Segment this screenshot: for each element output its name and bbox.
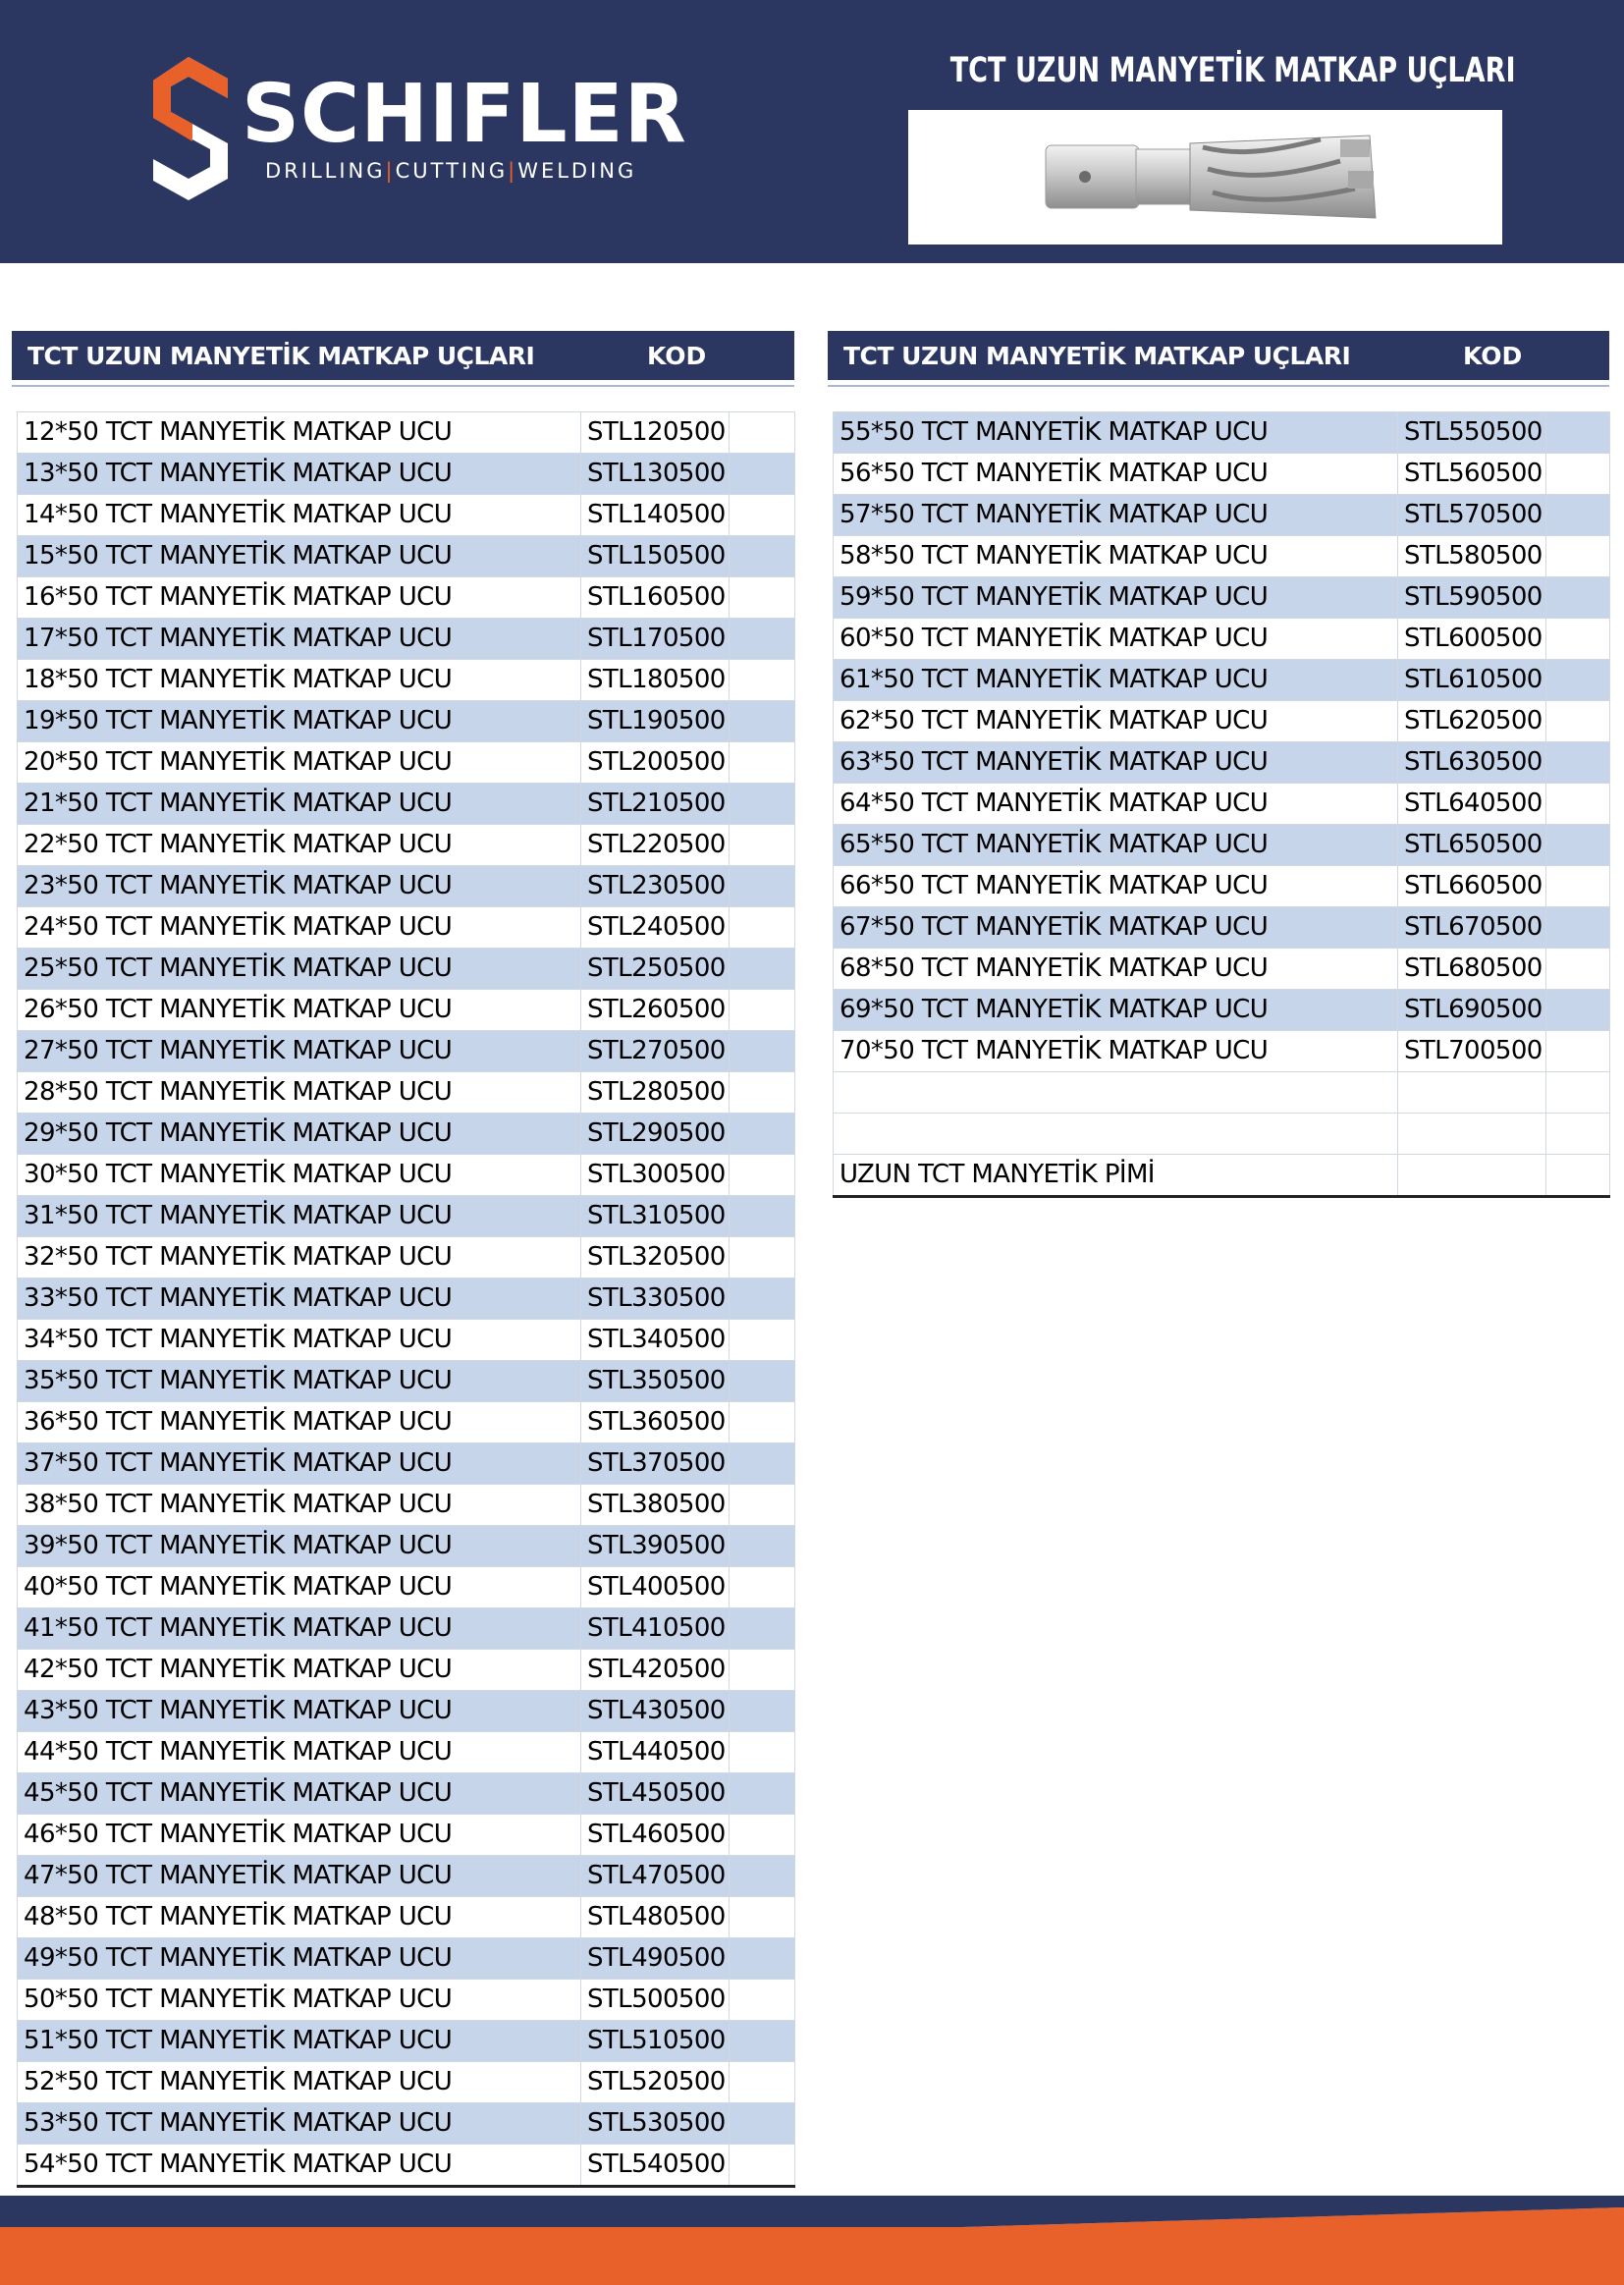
product-code-cell	[1398, 1114, 1546, 1155]
table-row	[834, 949, 1610, 990]
product-code-cell: STL690500	[1398, 990, 1546, 1031]
product-code-cell: STL620500	[1398, 701, 1546, 742]
table-row	[18, 412, 795, 454]
empty-cell	[730, 1237, 795, 1279]
table-row	[18, 1320, 795, 1361]
table-row	[18, 1361, 795, 1402]
product-name-cell: 44*50 TCT MANYETİK MATKAP UCU	[18, 1732, 581, 1773]
table-row	[18, 825, 795, 866]
empty-cell	[1546, 577, 1610, 619]
product-name-cell: 38*50 TCT MANYETİK MATKAP UCU	[18, 1485, 581, 1526]
product-name-cell: 40*50 TCT MANYETİK MATKAP UCU	[18, 1567, 581, 1608]
table-row	[18, 1608, 795, 1650]
product-code-cell: STL260500	[581, 990, 730, 1031]
product-name-cell: 59*50 TCT MANYETİK MATKAP UCU	[834, 577, 1398, 619]
table-row	[18, 1938, 795, 1980]
table-row	[834, 825, 1610, 866]
table-row	[18, 1650, 795, 1691]
empty-cell	[730, 495, 795, 536]
product-name-cell: 54*50 TCT MANYETİK MATKAP UCU	[18, 2145, 581, 2187]
product-code-cell: STL150500	[581, 536, 730, 577]
product-code-cell: STL510500	[581, 2021, 730, 2062]
empty-cell	[1546, 495, 1610, 536]
product-name-cell: 32*50 TCT MANYETİK MATKAP UCU	[18, 1237, 581, 1279]
product-code-cell: STL420500	[581, 1650, 730, 1691]
product-code-cell: STL650500	[1398, 825, 1546, 866]
product-name-cell: 39*50 TCT MANYETİK MATKAP UCU	[18, 1526, 581, 1567]
product-name-cell: 20*50 TCT MANYETİK MATKAP UCU	[18, 742, 581, 784]
table-row	[18, 1691, 795, 1732]
product-name-cell: 64*50 TCT MANYETİK MATKAP UCU	[834, 784, 1398, 825]
table-row	[18, 577, 795, 619]
table-row	[18, 2062, 795, 2103]
product-code-cell: STL500500	[581, 1980, 730, 2021]
product-name-cell: 30*50 TCT MANYETİK MATKAP UCU	[18, 1155, 581, 1196]
product-name-cell	[834, 1114, 1398, 1155]
product-name-cell: 46*50 TCT MANYETİK MATKAP UCU	[18, 1815, 581, 1856]
product-code-cell: STL610500	[1398, 660, 1546, 701]
product-name-cell: 29*50 TCT MANYETİK MATKAP UCU	[18, 1114, 581, 1155]
table-row	[18, 454, 795, 495]
product-code-cell: STL340500	[581, 1320, 730, 1361]
empty-cell	[730, 1567, 795, 1608]
product-name-cell: 33*50 TCT MANYETİK MATKAP UCU	[18, 1279, 581, 1320]
empty-cell	[1546, 784, 1610, 825]
product-name-cell: 68*50 TCT MANYETİK MATKAP UCU	[834, 949, 1398, 990]
table-row	[834, 454, 1610, 495]
empty-cell	[730, 907, 795, 949]
product-name-cell: 58*50 TCT MANYETİK MATKAP UCU	[834, 536, 1398, 577]
product-name-cell: 18*50 TCT MANYETİK MATKAP UCU	[18, 660, 581, 701]
empty-cell	[730, 1773, 795, 1815]
product-code-cell: STL540500	[581, 2145, 730, 2187]
product-code-cell	[1398, 1155, 1546, 1197]
empty-cell	[1546, 866, 1610, 907]
product-name-cell: 47*50 TCT MANYETİK MATKAP UCU	[18, 1856, 581, 1897]
empty-cell	[730, 1815, 795, 1856]
table-row	[18, 1732, 795, 1773]
product-name-cell: 28*50 TCT MANYETİK MATKAP UCU	[18, 1072, 581, 1114]
empty-cell	[1546, 660, 1610, 701]
product-code-cell: STL200500	[581, 742, 730, 784]
table-row	[834, 412, 1610, 454]
empty-cell	[730, 454, 795, 495]
table-row	[18, 1980, 795, 2021]
product-name-cell: 25*50 TCT MANYETİK MATKAP UCU	[18, 949, 581, 990]
table-row	[834, 742, 1610, 784]
product-name-cell: 53*50 TCT MANYETİK MATKAP UCU	[18, 2103, 581, 2145]
empty-cell	[730, 1650, 795, 1691]
empty-cell	[1546, 454, 1610, 495]
product-name-cell: 60*50 TCT MANYETİK MATKAP UCU	[834, 619, 1398, 660]
annular-cutter-photo-icon	[908, 110, 1502, 245]
empty-cell	[730, 1443, 795, 1485]
product-name-cell: 23*50 TCT MANYETİK MATKAP UCU	[18, 866, 581, 907]
table-row	[18, 1237, 795, 1279]
right-table-title: TCT UZUN MANYETİK MATKAP UÇLARI	[843, 342, 1351, 370]
footer-orange-band	[0, 2207, 1624, 2285]
right-code-header: KOD	[1463, 342, 1523, 370]
product-name-cell: 52*50 TCT MANYETİK MATKAP UCU	[18, 2062, 581, 2103]
table-row	[18, 1856, 795, 1897]
product-code-cell	[1398, 1072, 1546, 1114]
product-name-cell: UZUN TCT MANYETİK PİMİ	[834, 1155, 1398, 1197]
empty-cell	[1546, 1114, 1610, 1155]
empty-cell	[1546, 1155, 1610, 1197]
product-code-cell: STL570500	[1398, 495, 1546, 536]
table-row	[18, 495, 795, 536]
table-row	[18, 1114, 795, 1155]
product-name-cell: 63*50 TCT MANYETİK MATKAP UCU	[834, 742, 1398, 784]
table-row	[18, 1567, 795, 1608]
product-name-cell: 66*50 TCT MANYETİK MATKAP UCU	[834, 866, 1398, 907]
product-code-cell: STL170500	[581, 619, 730, 660]
empty-cell	[730, 2103, 795, 2145]
right-table-body	[834, 412, 1610, 1197]
product-name-cell: 70*50 TCT MANYETİK MATKAP UCU	[834, 1031, 1398, 1072]
product-code-cell: STL450500	[581, 1773, 730, 1815]
product-name-cell: 21*50 TCT MANYETİK MATKAP UCU	[18, 784, 581, 825]
product-code-cell: STL550500	[1398, 412, 1546, 454]
product-name-cell	[834, 1072, 1398, 1114]
empty-cell	[730, 1155, 795, 1196]
table-row	[18, 536, 795, 577]
empty-cell	[730, 866, 795, 907]
table-row	[834, 784, 1610, 825]
product-code-cell: STL310500	[581, 1196, 730, 1237]
table-row	[834, 866, 1610, 907]
empty-cell	[730, 577, 795, 619]
product-name-cell: 35*50 TCT MANYETİK MATKAP UCU	[18, 1361, 581, 1402]
product-code-cell: STL680500	[1398, 949, 1546, 990]
table-row	[834, 619, 1610, 660]
table-row	[18, 784, 795, 825]
empty-cell	[730, 742, 795, 784]
product-code-cell: STL580500	[1398, 536, 1546, 577]
product-code-cell: STL370500	[581, 1443, 730, 1485]
table-row	[834, 990, 1610, 1031]
product-code-cell: STL430500	[581, 1691, 730, 1732]
empty-cell	[730, 1320, 795, 1361]
empty-cell	[1546, 1072, 1610, 1114]
table-row	[18, 2145, 795, 2187]
empty-cell	[730, 1031, 795, 1072]
product-code-cell: STL350500	[581, 1361, 730, 1402]
empty-cell	[1546, 825, 1610, 866]
product-name-cell: 62*50 TCT MANYETİK MATKAP UCU	[834, 701, 1398, 742]
product-name-cell: 34*50 TCT MANYETİK MATKAP UCU	[18, 1320, 581, 1361]
product-name-cell: 17*50 TCT MANYETİK MATKAP UCU	[18, 619, 581, 660]
product-code-cell: STL640500	[1398, 784, 1546, 825]
footer-navy-stripe	[0, 2196, 1624, 2207]
schifler-logo	[153, 57, 687, 204]
product-name-cell: 12*50 TCT MANYETİK MATKAP UCU	[18, 412, 581, 454]
empty-cell	[730, 1485, 795, 1526]
product-name-cell: 61*50 TCT MANYETİK MATKAP UCU	[834, 660, 1398, 701]
empty-cell	[1546, 536, 1610, 577]
empty-cell	[730, 660, 795, 701]
brand-name: SCHIFLER	[242, 68, 687, 161]
product-name-cell: 14*50 TCT MANYETİK MATKAP UCU	[18, 495, 581, 536]
product-name-cell: 67*50 TCT MANYETİK MATKAP UCU	[834, 907, 1398, 949]
table-row	[834, 577, 1610, 619]
product-code-cell: STL410500	[581, 1608, 730, 1650]
product-name-cell: 50*50 TCT MANYETİK MATKAP UCU	[18, 1980, 581, 2021]
product-code-cell: STL230500	[581, 866, 730, 907]
empty-cell	[730, 412, 795, 454]
product-code-cell: STL380500	[581, 1485, 730, 1526]
empty-cell	[730, 1897, 795, 1938]
left-table-header	[12, 331, 794, 380]
product-code-cell: STL600500	[1398, 619, 1546, 660]
product-code-cell: STL460500	[581, 1815, 730, 1856]
product-code-cell: STL290500	[581, 1114, 730, 1155]
product-name-cell: 69*50 TCT MANYETİK MATKAP UCU	[834, 990, 1398, 1031]
product-name-cell: 27*50 TCT MANYETİK MATKAP UCU	[18, 1031, 581, 1072]
product-name-cell: 16*50 TCT MANYETİK MATKAP UCU	[18, 577, 581, 619]
schifler-s-mark-icon	[153, 57, 230, 202]
empty-cell	[730, 2145, 795, 2187]
table-row	[18, 1443, 795, 1485]
product-code-cell: STL480500	[581, 1897, 730, 1938]
product-code-cell: STL440500	[581, 1732, 730, 1773]
left-table-body	[18, 412, 795, 2187]
tagline-welding: WELDING	[517, 159, 637, 183]
product-name-cell: 55*50 TCT MANYETİK MATKAP UCU	[834, 412, 1398, 454]
page-header	[0, 0, 1624, 263]
product-code-cell: STL330500	[581, 1279, 730, 1320]
empty-cell	[730, 1732, 795, 1773]
table-row	[18, 2103, 795, 2145]
product-code-cell: STL280500	[581, 1072, 730, 1114]
table-row	[18, 1526, 795, 1567]
product-name-cell: 57*50 TCT MANYETİK MATKAP UCU	[834, 495, 1398, 536]
product-code-cell: STL190500	[581, 701, 730, 742]
product-code-cell: STL160500	[581, 577, 730, 619]
table-row	[18, 1485, 795, 1526]
empty-cell	[1546, 742, 1610, 784]
product-code-cell: STL360500	[581, 1402, 730, 1443]
table-row	[18, 701, 795, 742]
table-row	[18, 1196, 795, 1237]
product-code-cell: STL670500	[1398, 907, 1546, 949]
product-code-cell: STL250500	[581, 949, 730, 990]
product-name-cell: 19*50 TCT MANYETİK MATKAP UCU	[18, 701, 581, 742]
empty-cell	[730, 1196, 795, 1237]
empty-cell	[730, 949, 795, 990]
table-row	[834, 907, 1610, 949]
empty-cell	[730, 1279, 795, 1320]
left-header-divider	[12, 385, 794, 387]
table-row	[834, 536, 1610, 577]
product-name-cell: 41*50 TCT MANYETİK MATKAP UCU	[18, 1608, 581, 1650]
product-code-cell: STL300500	[581, 1155, 730, 1196]
product-code-cell: STL470500	[581, 1856, 730, 1897]
table-row	[18, 1072, 795, 1114]
product-code-cell: STL130500	[581, 454, 730, 495]
empty-cell	[730, 1980, 795, 2021]
empty-cell	[730, 1938, 795, 1980]
product-name-cell: 22*50 TCT MANYETİK MATKAP UCU	[18, 825, 581, 866]
product-name-cell: 13*50 TCT MANYETİK MATKAP UCU	[18, 454, 581, 495]
empty-cell	[1546, 907, 1610, 949]
product-name-cell: 26*50 TCT MANYETİK MATKAP UCU	[18, 990, 581, 1031]
product-name-cell: 37*50 TCT MANYETİK MATKAP UCU	[18, 1443, 581, 1485]
table-row	[18, 1402, 795, 1443]
empty-cell	[730, 1114, 795, 1155]
table-row	[18, 1155, 795, 1196]
product-code-cell: STL400500	[581, 1567, 730, 1608]
empty-cell	[730, 1526, 795, 1567]
empty-cell	[730, 1608, 795, 1650]
product-name-cell: 31*50 TCT MANYETİK MATKAP UCU	[18, 1196, 581, 1237]
table-row	[18, 2021, 795, 2062]
table-row	[18, 949, 795, 990]
table-row	[834, 660, 1610, 701]
tagline-drilling: DRILLING	[265, 159, 386, 183]
product-name-cell: 42*50 TCT MANYETİK MATKAP UCU	[18, 1650, 581, 1691]
table-row	[18, 1815, 795, 1856]
right-product-table	[833, 411, 1610, 1198]
right-table-header	[828, 331, 1609, 380]
product-code-cell: STL630500	[1398, 742, 1546, 784]
table-row	[18, 1031, 795, 1072]
product-name-cell: 56*50 TCT MANYETİK MATKAP UCU	[834, 454, 1398, 495]
product-code-cell: STL590500	[1398, 577, 1546, 619]
product-name-cell: 48*50 TCT MANYETİK MATKAP UCU	[18, 1897, 581, 1938]
empty-cell	[730, 1402, 795, 1443]
product-name-cell: 49*50 TCT MANYETİK MATKAP UCU	[18, 1938, 581, 1980]
empty-cell	[730, 1361, 795, 1402]
product-name-cell: 24*50 TCT MANYETİK MATKAP UCU	[18, 907, 581, 949]
product-code-cell: STL120500	[581, 412, 730, 454]
empty-cell	[730, 784, 795, 825]
product-code-cell: STL240500	[581, 907, 730, 949]
left-code-header: KOD	[647, 342, 707, 370]
table-row	[18, 990, 795, 1031]
brand-tagline: DRILLING|CUTTING|WELDING	[265, 159, 637, 183]
table-row	[834, 1031, 1610, 1072]
product-name-cell: 15*50 TCT MANYETİK MATKAP UCU	[18, 536, 581, 577]
left-table-title: TCT UZUN MANYETİK MATKAP UÇLARI	[27, 342, 535, 370]
empty-cell	[730, 2021, 795, 2062]
table-row	[18, 1897, 795, 1938]
product-code-cell: STL560500	[1398, 454, 1546, 495]
empty-cell	[730, 619, 795, 660]
product-code-cell: STL660500	[1398, 866, 1546, 907]
product-name-cell: 51*50 TCT MANYETİK MATKAP UCU	[18, 2021, 581, 2062]
product-name-cell: 45*50 TCT MANYETİK MATKAP UCU	[18, 1773, 581, 1815]
empty-cell	[730, 536, 795, 577]
table-row	[18, 866, 795, 907]
empty-cell	[730, 1856, 795, 1897]
table-row	[18, 660, 795, 701]
product-name-cell: 43*50 TCT MANYETİK MATKAP UCU	[18, 1691, 581, 1732]
table-row	[18, 1773, 795, 1815]
product-code-cell: STL210500	[581, 784, 730, 825]
product-code-cell: STL530500	[581, 2103, 730, 2145]
page-title: TCT UZUN MANYETİK MATKAP UÇLARI	[949, 51, 1516, 90]
table-row	[18, 907, 795, 949]
product-code-cell: STL390500	[581, 1526, 730, 1567]
product-code-cell: STL180500	[581, 660, 730, 701]
empty-cell	[1546, 949, 1610, 990]
empty-cell	[730, 825, 795, 866]
table-row	[834, 701, 1610, 742]
empty-cell	[1546, 1031, 1610, 1072]
empty-cell	[1546, 412, 1610, 454]
product-code-cell: STL140500	[581, 495, 730, 536]
table-row	[834, 495, 1610, 536]
empty-cell	[730, 1691, 795, 1732]
left-product-table	[17, 411, 795, 2188]
product-name-cell: 65*50 TCT MANYETİK MATKAP UCU	[834, 825, 1398, 866]
empty-cell	[730, 1072, 795, 1114]
empty-cell	[730, 2062, 795, 2103]
product-code-cell: STL320500	[581, 1237, 730, 1279]
product-photo-frame	[908, 110, 1502, 245]
table-row	[18, 742, 795, 784]
product-name-cell: 36*50 TCT MANYETİK MATKAP UCU	[18, 1402, 581, 1443]
product-code-cell: STL490500	[581, 1938, 730, 1980]
tagline-cutting: CUTTING	[395, 159, 509, 183]
table-row	[834, 1072, 1610, 1114]
empty-cell	[730, 701, 795, 742]
table-row	[18, 1279, 795, 1320]
table-row	[834, 1155, 1610, 1197]
right-header-divider	[828, 385, 1609, 387]
empty-cell	[1546, 701, 1610, 742]
empty-cell	[1546, 990, 1610, 1031]
product-code-cell: STL220500	[581, 825, 730, 866]
empty-cell	[730, 990, 795, 1031]
product-code-cell: STL700500	[1398, 1031, 1546, 1072]
table-row	[18, 619, 795, 660]
table-row	[834, 1114, 1610, 1155]
empty-cell	[1546, 619, 1610, 660]
product-code-cell: STL270500	[581, 1031, 730, 1072]
product-code-cell: STL520500	[581, 2062, 730, 2103]
